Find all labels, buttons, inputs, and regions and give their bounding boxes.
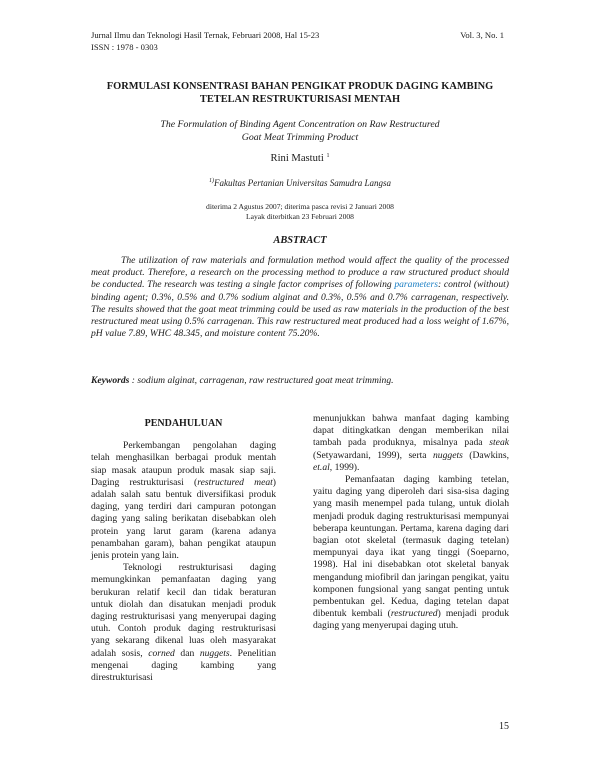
title-line-2: TETELAN RESTRUKTURISASI MENTAH bbox=[199, 94, 401, 105]
abstract-text-1: The utilization of raw materials and formulation method would affect the quality of the processed meat product. Therefore, a research on the processing method to produce a raw structured product should be conducted. The research was testing a single factor comprises of following bbox=[91, 255, 509, 291]
keywords bbox=[91, 375, 511, 386]
right-column bbox=[313, 413, 509, 633]
subtitle-line-1: The Formulation of Binding Agent Concentration on Raw Restructured bbox=[160, 119, 440, 130]
subtitle-line-2: Goat Meat Trimming Product bbox=[241, 131, 359, 143]
author-name: Rini Mastuti bbox=[270, 153, 324, 164]
page-number: 15 bbox=[499, 721, 509, 732]
intro-paragraph-2 bbox=[91, 562, 276, 684]
abstract-text-2: : control (without) binding agent; 0.3%, 0.5% and 0.7% sodium alginat and 0.3%, 0.5% and 0.7% carragenan, respectively. The results showed that the goat meat trimming could be used as raw materials in the production of the best restructured meat using 0.5% carragenan. This raw restructured meat produced had a loss weight of 1.67%, pH value 7.89, WHC 48.345, and moisture content 75.20%. bbox=[91, 279, 509, 340]
author-sup: 1 bbox=[326, 153, 330, 159]
italic-term: et.al bbox=[313, 461, 330, 473]
abstract-body bbox=[91, 255, 509, 340]
text-run: Pemanfaatan daging kambing tetelan, yaitu daging yang diperoleh dari sisa-sisa daging yang masih menempel pada tulang, untuk diolah menjadi produk daging restrukturisasi mempunyai beberapa keuntungan. Pertama, karena daging dari bagian otot skeletal (termasuk daging tetelan) mempunyai daya ikat yang tinggi (Soeparno, 1998). Hal ini disebabkan otot skeletal banyak mengandung miofibril dan jaringan pengikat, yaitu komponen fungsional yang sangat penting untuk pembentukan gel. Kedua, daging tetelan dapat dibentuk kembali ( bbox=[313, 474, 509, 620]
title-line-1: FORMULASI KONSENTRASI BAHAN PENGIKAT PRODUK DAGING KAMBING bbox=[106, 81, 494, 92]
keywords-label: Keywords bbox=[91, 375, 130, 386]
text-run: dan bbox=[174, 647, 200, 659]
intro-paragraph-3 bbox=[313, 413, 509, 474]
journal-citation: Jurnal Ilmu dan Teknologi Hasil Ternak, Februari 2008, Hal 15-23 bbox=[91, 30, 320, 40]
affiliation-sup: 1) bbox=[209, 178, 214, 184]
text-run: Perkembangan pengolahan daging telah menghasilkan berbagai produk mentah siap masak ataupun produk masak siap saji. Daging restrukturisasi ( bbox=[91, 440, 276, 488]
author bbox=[0, 153, 600, 164]
italic-term: nuggets bbox=[433, 449, 463, 461]
italic-term: steak bbox=[489, 437, 509, 449]
italic-term: restructured meat bbox=[197, 476, 273, 488]
paper-title bbox=[70, 80, 530, 106]
text-run: , 1999). bbox=[329, 461, 360, 473]
dates-received: diterima 2 Agustus 2007; diterima pasca revisi 2 Januari 2008 bbox=[206, 202, 394, 211]
italic-term: nuggets bbox=[199, 647, 230, 659]
intro-paragraph-4 bbox=[313, 474, 509, 633]
text-run: (Dawkins, bbox=[462, 449, 509, 461]
section-heading: PENDAHULUAN bbox=[144, 418, 223, 429]
text-run: Teknologi restrukturisasi daging memungkinkan pemanfaatan daging yang berukuran relatif kecil dan tidak beraturan untuk diolah dan disatukan menjadi produk daging restrukturisasi yang menyerupai daging utuh. Contoh produk daging restrukturisasi yang sekarang dikenal luas oleh masyarakat adalah sosis, bbox=[91, 562, 276, 659]
text-run: (Setyawardani, 1999), serta bbox=[313, 449, 433, 461]
parameters-link[interactable]: parameters bbox=[394, 279, 439, 291]
intro-paragraph-1 bbox=[91, 440, 276, 562]
left-column bbox=[91, 413, 276, 684]
italic-term: corned bbox=[148, 647, 175, 659]
affiliation-text: Fakultas Pertanian Universitas Samudra Langsa bbox=[214, 178, 391, 188]
affiliation bbox=[0, 178, 600, 188]
issn: ISSN : 1978 - 0303 bbox=[91, 41, 158, 52]
text-run: . Penelitian mengenai daging kambing yang direstrukturisasi bbox=[91, 647, 276, 684]
text-run: ) adalah salah satu bentuk diversifikasi produk daging, yang terdiri dari campuran potongan daging yang saling berikatan disebabkan oleh protein yang larut garam (karena adanya penambahan garam), bahan pengikat ataupun jenis protein yang lain. bbox=[91, 476, 276, 562]
text-run: ) menjadi produk daging yang menyerupai daging utuh. bbox=[313, 608, 510, 632]
keywords-text: : sodium alginat, carragenan, raw restructured goat meat trimming. bbox=[129, 375, 394, 386]
submission-dates bbox=[0, 202, 600, 222]
abstract-heading: ABSTRACT bbox=[273, 235, 327, 246]
english-title bbox=[90, 119, 510, 144]
italic-term: restructured bbox=[390, 608, 438, 620]
running-header bbox=[91, 30, 319, 53]
text-run: menunjukkan bahwa manfaat daging kambing dapat ditingkatkan dengan memberikan nilai tambah pada produknya, misalnya pada bbox=[313, 413, 509, 449]
dates-accepted: Layak diterbitkan 23 Februari 2008 bbox=[246, 212, 354, 221]
volume-number: Vol. 3, No. 1 bbox=[460, 30, 504, 40]
